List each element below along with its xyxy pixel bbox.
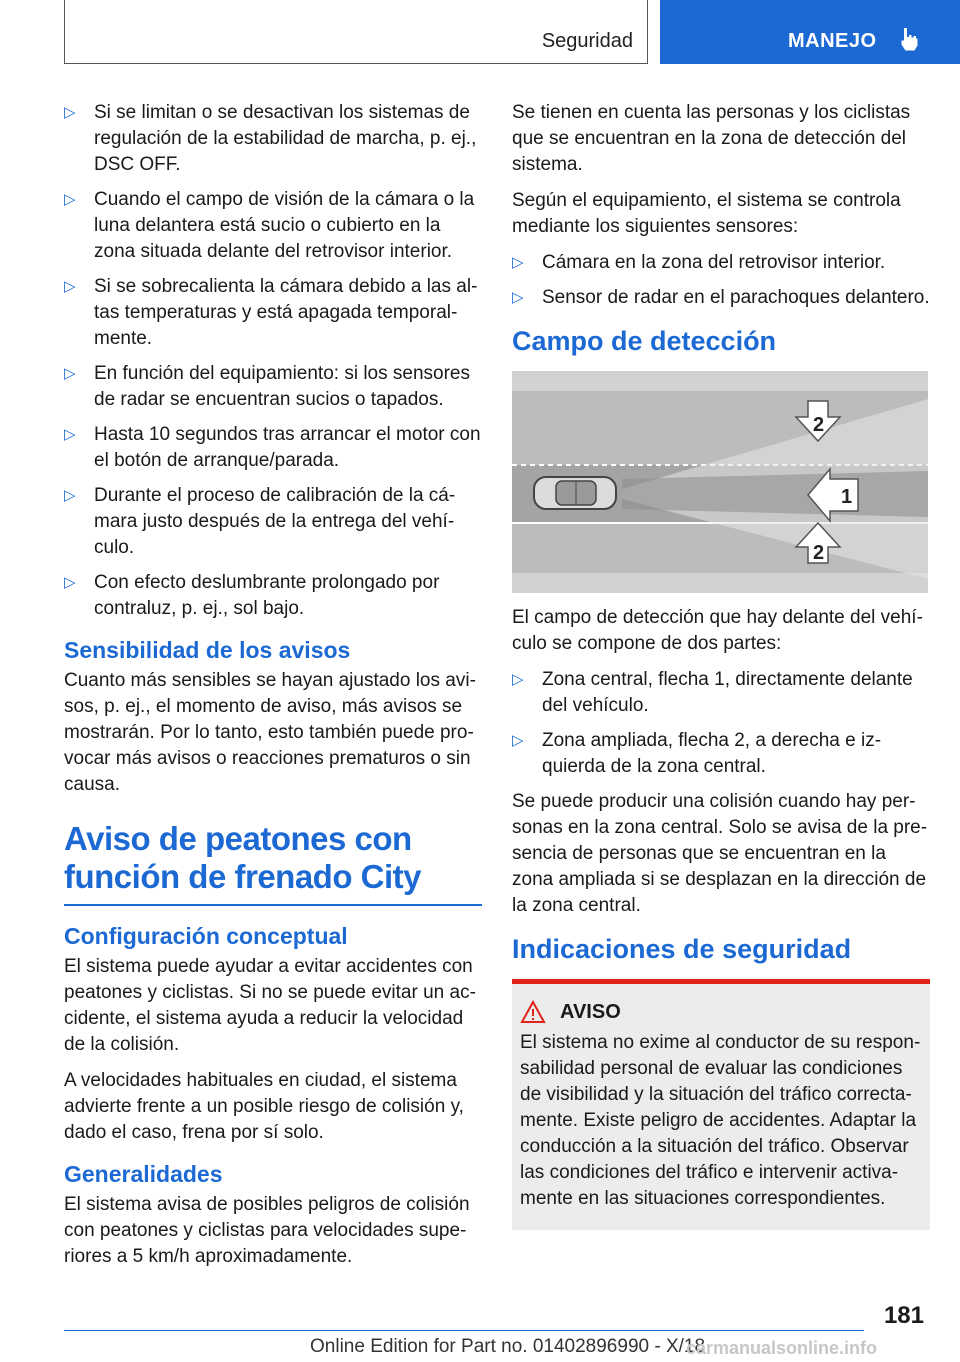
detection-field-paragraph-1: El campo de detección que hay delante del vehículo se compone de dos partes: (512, 607, 923, 654)
general-heading: Generalidades (64, 1161, 223, 1187)
detection-field-paragraph-2: Se puede producir una colisión cuando hay personas en la zona central. Solo se avisa de la presencia de personas que se encuentran en la zona ampliada si se desplazan en la dirección de la zona central. (512, 791, 928, 916)
conditions-list (64, 100, 482, 622)
list-item: ▷ Cámara en la zona del retrovisor interior. (512, 250, 930, 276)
main-heading: Aviso de peatones con función de frenado City (64, 820, 422, 895)
triangle-bullet-icon: ▷ (64, 487, 76, 504)
warning-box (512, 979, 930, 1230)
sensitivity-heading: Sensibilidad de los avisos (64, 637, 351, 663)
footer-rule (64, 1330, 864, 1331)
warning-title: AVISO (560, 1000, 621, 1023)
concept-paragraph-1: El sistema puede ayudar a evitar accidentes con peatones y ciclistas. Si no se puede evitar un accidente, el sistema ayuda a reducir la velocidad de la colisión. (64, 956, 476, 1055)
triangle-bullet-icon: ▷ (64, 191, 76, 208)
pointing-hand-icon (896, 26, 922, 52)
arrow-label-center: 1 (841, 486, 853, 508)
intro-paragraph-1: Se tienen en cuenta las personas y los ciclistas que se encuentran en la zona de detección del sistema. (512, 102, 911, 175)
footer-brand-watermark: carmanualsonline.info (686, 1338, 878, 1358)
car-icon (534, 477, 616, 509)
arrow-label-bottom: 2 (813, 542, 825, 564)
page-number: 181 (883, 1302, 924, 1329)
list-item: ▷ Zona ampliada, flecha 2, a derecha e izquierda de la zona central. (512, 730, 882, 777)
intro-paragraph-2: Según el equipamiento, el sistema se controla mediante los siguientes sensores: (512, 190, 901, 237)
header-section-title: Seguridad (541, 30, 633, 52)
triangle-bullet-icon: ▷ (512, 289, 524, 306)
warning-header (520, 1000, 922, 1024)
list-item: ▷ Si se sobrecalienta la cámara debido a las altas temperaturas y está apagada temporalmente. (64, 276, 478, 349)
safety-heading: Indicaciones de seguridad (512, 934, 852, 964)
arrow-label-top: 2 (813, 414, 825, 436)
footer-edition: Online Edition for Part no. 01402896990 - X/18 (310, 1336, 706, 1357)
list-item: ▷ Durante el proceso de calibración de la cámara justo después de la entrega del vehículo. (64, 485, 456, 558)
main-heading-block (64, 820, 482, 906)
list-item: ▷ Hasta 10 segundos tras arrancar el motor con el botón de arranque/parada. (64, 424, 481, 471)
triangle-bullet-icon: ▷ (64, 574, 76, 591)
list-item: ▷ Cuando el campo de visión de la cámara o la luna delantera está sucio o cubierto en la zona situada delante del retrovisor interior. (64, 189, 475, 262)
sensors-list (512, 250, 930, 311)
left-column (64, 100, 482, 1280)
triangle-bullet-icon: ▷ (512, 254, 524, 271)
list-item: ▷ Con efecto deslumbrante prolongado por contraluz, p. ej., sol bajo. (64, 572, 440, 619)
list-item: ▷ Si se limitan o se desactivan los sistemas de regulación de la estabilidad de marcha, p. ej., DSC OFF. (64, 102, 477, 175)
triangle-bullet-icon: ▷ (64, 426, 76, 443)
triangle-bullet-icon: ▷ (64, 104, 76, 121)
list-item: ▷ Sensor de radar en el parachoques delantero. (512, 285, 930, 311)
sensitivity-text: Cuanto más sensibles se hayan ajustado los avisos, p. ej., el momento de aviso, más avisos se mostrarán. Por lo tanto, esto también puede provocar más avisos o reacciones prematuros o sin causa. (64, 670, 476, 795)
detection-field-heading: Campo de detección (512, 326, 777, 356)
warning-text: El sistema no exime al conductor de su responsabilidad personal de evaluar las condiciones de visibilidad y la situación del tráfico correctamente. Existe peligro de accidentes. Adaptar la conducción a la situación del tráfico. Observar las condiciones del tráfico e intervenir activamente en las situaciones correspondientes. (520, 1032, 921, 1209)
right-column (512, 100, 930, 1230)
triangle-bullet-icon: ▷ (64, 278, 76, 295)
header-section-box (64, 0, 648, 64)
triangle-bullet-icon: ▷ (512, 671, 524, 688)
concept-heading: Configuración conceptual (64, 923, 348, 949)
triangle-bullet-icon: ▷ (512, 732, 524, 749)
general-paragraph: El sistema avisa de posibles peligros de colisión con peatones y ciclistas para velocidades superiores a 5 km/h aproximadamente. (64, 1194, 470, 1267)
detection-field-figure (512, 371, 928, 593)
triangle-bullet-icon: ▷ (64, 365, 76, 382)
chapter-tab-label: MANEJO (788, 30, 877, 52)
warning-triangle-icon (520, 1000, 546, 1024)
zones-list (512, 667, 930, 780)
list-item: ▷ En función del equipamiento: si los sensores de radar se encuentran sucios o tapados. (64, 363, 471, 410)
list-item: ▷ Zona central, flecha 1, directamente delante del vehículo. (512, 669, 913, 716)
concept-paragraph-2: A velocidades habituales en ciudad, el sistema advierte frente a un posible riesgo de colisión y, dado el caso, frena por sí solo. (64, 1070, 464, 1143)
